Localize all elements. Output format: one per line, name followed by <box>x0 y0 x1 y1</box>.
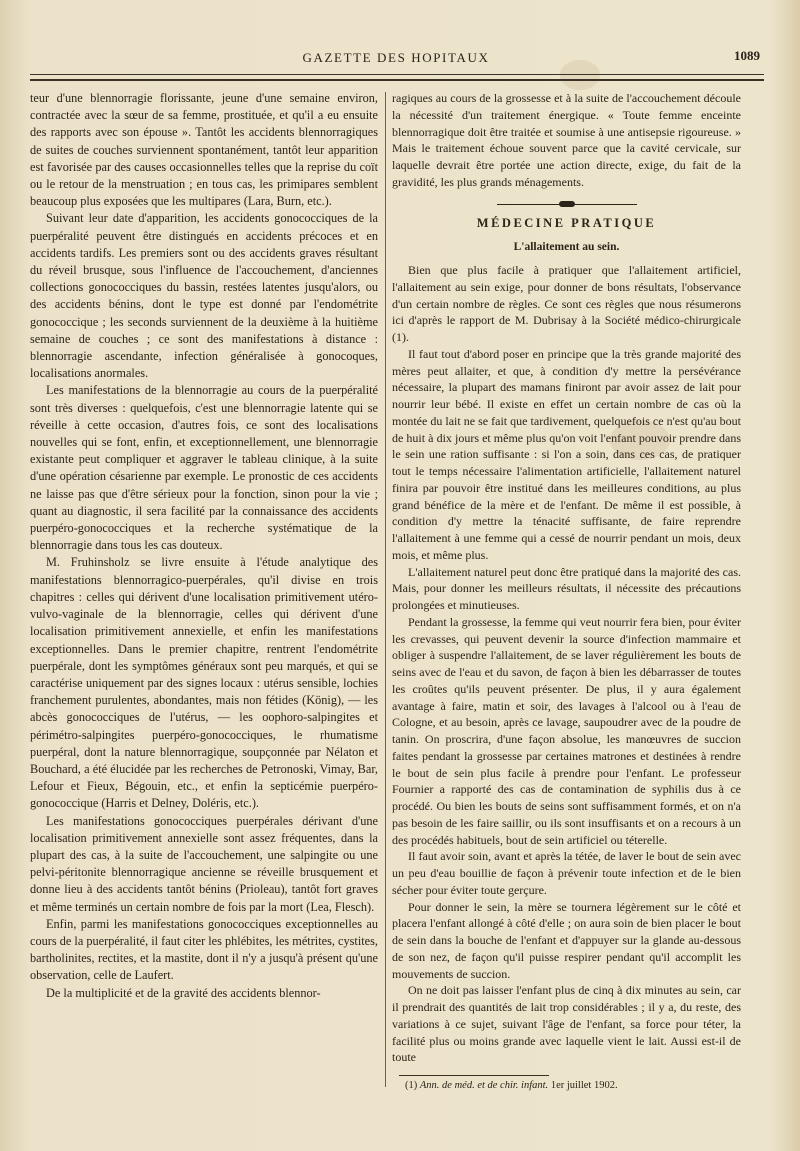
running-title: GAZETTE DES HOPITAUX <box>302 50 490 65</box>
footnote-source: Ann. de méd. et de chir. infant. <box>419 1080 549 1091</box>
header-rule-thick <box>30 79 764 81</box>
paragraph: Il faut avoir soin, avant et après la tétée, de laver le bout de sein avec un peu d'eau bouillie de façon à prévenir toute infection et de le bien sécher pour éviter toute gerçure. <box>392 849 741 897</box>
paragraph: On ne doit pas laisser l'enfant plus de cinq à dix minutes au sein, car il prendrait des quantités de lait trop considérables ; il y a, du reste, des variations à ce sujet, suivant l'âge de l'enfant, sa force pour téter, la facilité plus ou moins grande avec laquelle vient le lait. Aussi est-il de toute <box>392 983 741 1065</box>
paragraph: M. Fruhinsholz se livre ensuite à l'étude analytique des manifestations blennorragico-puerpérales, qu'il divise en trois chapitres : celles qui dérivent d'une localisation primitivement utéro-vulvo-vaginale de la blennorragie, celles qui dérivent d'une localisation primitivement annexielle, et enfin les manifestations exceptionnelles. Dans le premier chapitre, rentrent l'endométrite puerpérale, dont les symptômes généraux sont peu marqués, et qui se caractérise uniquement par des signes locaux : utérus sensible, lochies franchement purulentes, abondantes, mais non fétides (König), — les abcès gonococciques de l'utérus, — les oophoro-salpingites et périmétro-salpingites puerpéro-gonococciques, le rhumatisme puerpéral, dont la nature blennorragique, soupçonnée par Nélaton et Bouchard, a été élucidée par les recherches de Petronoski, Vimay, Bar, Lefour et Fieux, Bégouin, etc., et enfin la septicémie puerpéro-gonococcique (Harris et Delney, Doléris, etc.). <box>30 555 378 811</box>
paragraph: Les manifestations gonococciques puerpérales dérivant d'une localisation primitivement annexielle sont assez fréquentes, dans la plupart des cas, à la suite de l'accouchement, une salpingite ou une pelvi-péritonite blennorragique ancienne se réveille brusquement et donne lieu à des accidents tantôt bénins (Prioleau), tantôt fort graves et même terminés un certain nombre de fois par la mort (Lea, Flesch). <box>30 813 378 914</box>
footnote-marker: (1) <box>405 1080 418 1091</box>
paragraph: Il faut tout d'abord poser en principe que la très grande majorité des mères peut allaiter, et que, à condition d'y mettre la persévérance nécessaire, la plupart des mamans finiront par avoir assez de lait pour nourrir leur bébé. Il existe en effet un certain nombre de cas où la montée du lait ne se fait que tardivement, quelquefois ce n'est qu'au bout de huit à dix jours et même plus qu'on voit l'enfant pouvoir prendre dans le sein une ration suffisante : si l'on a soin, dans ces cas, de pratiquer tout le temps nécessaire l'alimentation artificielle, l'allaitement naturel finira par pouvoir être institué dans les meilleures conditions, au plus grand bénéfice de la mère et de l'enfant. De même il est possible, à condition d'y mettre la ténacité suffisante, de faire reprendre l'allaitement à une femme qui a cessé de nourrir pendant un mois, deux mois, et même plus. <box>392 346 741 562</box>
paragraph: Bien que plus facile à pratiquer que l'allaitement artificiel, l'allaitement au sein exige, pour donner de bons résultats, l'observance d'un certain nombre de règles. Ce sont ces règles que nous résumerons ici d'après le rapport de M. Dubrisay à la Société médico-chirurgicale (1). <box>392 263 741 344</box>
footnote-date: 1er juillet 1902. <box>550 1080 618 1091</box>
article-title: L'allaitement au sein. <box>513 241 620 254</box>
paragraph: Les manifestations de la blennorragie au cours de la puerpéralité sont très diverses : quelquefois, c'est une blennorragie latente qui se réveille à cette occasion, d'autres fois, ce sont des localisations nouvelles qui se font, enfin, et exceptionnellement, une blennorragie existante peut compliquer et aggraver le tableau clinique, à la suite d'une opération césarienne par exemple. Le pronostic de ces accidents ne laisse pas que d'être sérieux pour la fonction, sinon pour la vie ; quant au diagnostic, il sera facilité par la connaissance des accidents puerpéro-gonococciques et la recherche systématique de la blennorragie dans tous les cas douteux. <box>30 383 378 553</box>
paragraph: De la multiplicité et de la gravité des accidents blennor- <box>46 985 321 1000</box>
paragraph: Suivant leur date d'apparition, les accidents gonococciques de la puerpéralité peuvent être distingués en accidents précoces et en accidents tardifs. Les premiers sont ou des accidents graves résultant du réveil brusque, sous l'influence de l'accouchement, d'anciennes collections gonococciques du bassin, restées latentes jusqu'alors, ou des accidents bénins, dont le type est donné par l'endométrite gonococcique ; les seconds surviennent de la deuxième à la huitième semaine de couches ; ce sont des manifestations à distance : blennorragie ascendante, infection généralisée à gonocoques, localisations anormales. <box>30 211 378 381</box>
footnote-rule <box>399 1075 549 1076</box>
paragraph: Enfin, parmi les manifestations gonococciques exceptionnelles au cours de la puerpéralité, il faut citer les phlébites, les métrites, cystites, bartholinites, rectites, et la mastite, dont il n'y a jusqu'à présent qu'une observation, celle de Laufert. <box>30 916 378 983</box>
paragraph: ragiques au cours de la grossesse et à la suite de l'accouchement découle la nécessité d'un traitement énergique. « Toute femme enceinte blennorragique doit être traitée et soumise à une antisepsie rigoureuse. » Mais le traitement échoue souvent parce que la cavité cervicale, sur laquelle devrait être portée une action directe, exige, du fait de la gravidité, les plus grands ménagements. <box>392 91 741 189</box>
section-ornament <box>497 201 637 207</box>
column-divider <box>385 92 386 1087</box>
paragraph: L'allaitement naturel peut donc être pratiqué dans la majorité des cas. Mais, pour donner les meilleurs résultats, il nécessite des précautions prolongées et minutieuses. <box>392 564 741 612</box>
paragraph: Pour donner le sein, la mère se tournera légèrement sur le côté et placera l'enfant allongé à côté d'elle ; on aura soin de bien placer le bout de sein dans la bouche de l'enfant et d'appuyer sur la glande au-dessous de son nez, de façon qu'il puisse respirer pendant qu'il accomplit les mouvements de succion. <box>392 899 741 981</box>
paragraph: teur d'une blennorragie florissante, jeune d'une semaine environ, contractée avec la sœur de sa femme, prostituée, et qu'il a eu ensuite des rapports avec son épouse ». Tantôt les accidents blennorragiques de suites de couches surviennent spontanément, tantôt leur apparition est favorisée par des causes occasionnelles telles que la reprise du coït ou le retour de la menstruation ; en tous cas, les primipares semblent beaucoup plus exposées que les multipares (Lara, Burn, etc.). <box>30 91 378 209</box>
page-header <box>26 46 766 68</box>
left-column <box>30 90 378 1002</box>
paragraph: Pendant la grossesse, la femme qui veut nourrir fera bien, pour éviter les crevasses, qui peuvent devenir la source d'infection mammaire et obliger à suspendre l'allaitement, de se laver régulièrement les bouts de seins avec de l'eau et du savon, de façon à bien les débarrasser de toutes les croûtes qu'ils peuvent présenter. De plus, il y aura également avantage à faire, matin et soir, des lavages à l'alcool ou à l'eau de Cologne, et au besoin, après ce lavage, saupoudrer avec de la poudre de tanin. On proscrira, d'une façon absolue, les manœuvres de succion faites pendant la grossesse par certaines matrones et destinées à rendre le bout de sein plus facile à prendre pour l'enfant. Le professeur Fournier a rapporté des cas de contamination de syphilis dus à ce procédé. Ou bien les bouts de seins sont suffisamment formés, et on n'a pas besoin de les faire saillir, ou ils sont insuffisants et on a recours à un des procédés habituels, bout de sein artificiel ou téterelle. <box>392 614 741 847</box>
section-title: MÉDECINE PRATIQUE <box>476 215 657 230</box>
right-column <box>392 90 741 1066</box>
page-number: 1089 <box>734 48 760 63</box>
header-rule <box>30 74 764 75</box>
footnote <box>405 1080 745 1091</box>
